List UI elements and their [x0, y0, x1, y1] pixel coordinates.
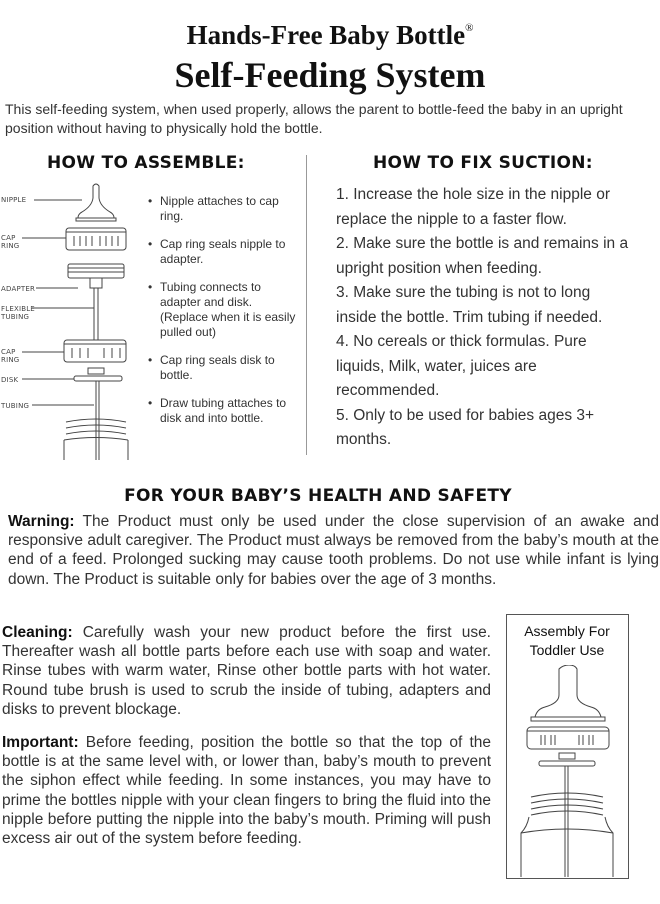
assemble-step: • Tubing connects to adapter and disk. (Replace when it is easily pulled out): [148, 280, 300, 340]
assembly-diagram: [0, 180, 146, 460]
cleaning-paragraph: [2, 623, 491, 719]
title-line-1: Hands-Free Baby Bottle: [186, 20, 466, 50]
toddler-title: Assembly For Toddler Use: [524, 623, 610, 658]
suction-item: 3. Make sure the tubing is not to long inside the bottle. Trim tubing if needed.: [336, 284, 603, 326]
cleaning-text: Carefully wash your new product before the first use. Thereafter wash all bottle parts before each use with soap and water. Rinse tubes with warm water, Rinse other bottle parts with hot water. Round tube brush is used to scrub the inside of tubing, adapters and disks to prevent blockage.: [2, 624, 491, 718]
important-text: Before feeding, position the bottle so that the top of the bottle is at the same level with, or lower than, baby’s mouth to prevent the siphon effect while feeding. In some instances, you may have to prime the bottles nipple with your clean fingers to bring the fluid into the nipple before putting the nipple into the baby’s mouth. Priming will push excess air out of the system before feeding.: [2, 734, 491, 848]
column-divider: [306, 155, 307, 455]
suction-item: 4. No cereals or thick formulas. Pure liquids, Milk, water, juices are recommended.: [336, 333, 587, 399]
label-cap-ring-1a: CAP: [1, 234, 16, 242]
assemble-heading: HOW TO ASSEMBLE:: [47, 153, 245, 173]
label-cap-ring-2b: RING: [1, 356, 20, 364]
label-cap-ring-1b: RING: [1, 242, 20, 250]
intro-paragraph: This self-feeding system, when used properly, allows the parent to bottle-feed the baby in an upright position without having to physically hold the bottle.: [5, 101, 623, 136]
page-title: [0, 20, 660, 51]
assemble-step: • Draw tubing attaches to disk and into bottle.: [148, 396, 300, 426]
cleaning-label: Cleaning:: [2, 624, 73, 641]
suction-item: 1. Increase the hole size in the nipple or replace the nipple to a faster flow.: [336, 186, 611, 228]
label-flexible-b: TUBING: [1, 313, 30, 321]
warning-label: Warning:: [8, 513, 75, 530]
label-disk: DISK: [1, 376, 19, 384]
warning-paragraph: [8, 512, 659, 589]
important-label: Important:: [2, 734, 79, 751]
warning-text: The Product must only be used under the close supervision of an awake and responsive adult caregiver. The Product must always be removed from the baby’s mouth at the end of a feed. Prolonged sucking may cause tooth problems. Do not use while infant is lying down. The Product is suitable only for babies over the age of 3 months.: [8, 513, 659, 588]
suction-list: [336, 183, 632, 453]
suction-item: 2. Make sure the bottle is and remains in a upright position when feeding.: [336, 235, 629, 277]
label-tubing: TUBING: [1, 402, 30, 410]
page-subtitle: Self-Feeding System: [174, 55, 486, 95]
health-heading: FOR YOUR BABY’S HEALTH AND SAFETY: [124, 486, 512, 506]
suction-item: 5. Only to be used for babies ages 3+ months.: [336, 406, 595, 448]
toddler-diagram: [507, 665, 627, 877]
registered-mark: ®: [465, 22, 474, 34]
assemble-steps: [148, 194, 300, 439]
label-nipple: NIPPLE: [1, 196, 27, 204]
suction-heading: HOW TO FIX SUCTION:: [373, 153, 593, 173]
assemble-step: • Nipple attaches to cap ring.: [148, 194, 300, 224]
label-adapter: ADAPTER: [1, 285, 36, 293]
label-cap-ring-2a: CAP: [1, 348, 16, 356]
assemble-step: • Cap ring seals disk to bottle.: [148, 353, 300, 383]
important-paragraph: [2, 733, 491, 848]
assemble-step: • Cap ring seals nipple to adapter.: [148, 237, 300, 267]
label-flexible-a: FLEXIBLE: [1, 305, 35, 313]
